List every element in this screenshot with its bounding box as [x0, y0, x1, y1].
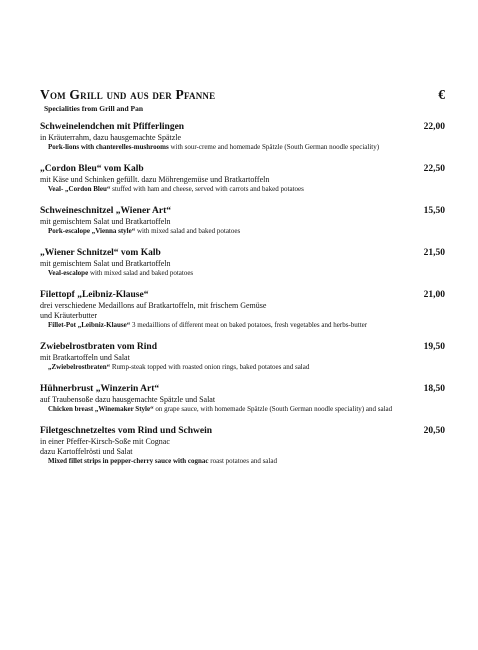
dish-price: 21,50 — [423, 248, 445, 258]
english-dish-name: Pork-escalope „Vienna style“ — [48, 227, 136, 235]
menu-item — [40, 425, 445, 466]
english-description — [40, 269, 445, 278]
dish-price: 20,50 — [423, 426, 445, 436]
english-dish-name: Fillet-Pot „Leibniz-Klause“ — [48, 321, 131, 329]
dish-name: Schweineschnitzel „Wiener Art“ — [40, 206, 172, 216]
section-header — [40, 87, 445, 113]
german-description: auf Traubensoße dazu hausgemachte Spätzle und Salat — [40, 395, 216, 404]
german-description: drei verschiedene Medaillons auf Bratkartoffeln, mit frischem Gemüse — [40, 301, 267, 310]
menu-item — [40, 247, 445, 278]
german-description: mit Käse und Schinken gefüllt. dazu Möhrengemüse und Bratkartoffeln — [40, 175, 270, 184]
english-dish-name: Mixed fillet strips in pepper-cherry sauce with cognac — [48, 457, 209, 465]
dish-name: Zwiebelrostbraten vom Rind — [40, 342, 157, 352]
dish-name: Filettopf „Leibniz-Klause“ — [40, 290, 149, 300]
german-description: mit gemischtem Salat und Bratkartoffeln — [40, 259, 171, 268]
english-dish-name: Veal-escalope — [48, 269, 89, 277]
dish-price: 22,50 — [423, 164, 445, 174]
dish-name: Filetgeschnetzeltes vom Rind und Schwein — [40, 426, 213, 436]
english-dish-details: stuffed with ham and cheese, served with carrots and baked potatoes — [112, 185, 304, 193]
german-description: dazu Kartoffelrösti und Salat — [40, 447, 133, 456]
dish-price: 15,50 — [423, 206, 445, 216]
english-description — [40, 405, 445, 414]
dish-price: 19,50 — [423, 342, 445, 352]
menu-item — [40, 383, 445, 414]
menu-item — [40, 121, 445, 152]
dish-name: Hühnerbrust „Winzerin Art“ — [40, 384, 160, 394]
dish-price: 21,00 — [423, 290, 445, 300]
english-description — [40, 227, 445, 236]
english-dish-details: on grape sauce, with homemade Spätzle (South German noodle speciality) and salad — [155, 405, 393, 413]
english-dish-details: Rump-steak topped with roasted onion rings, baked potatoes and salad — [111, 363, 310, 371]
english-dish-details: 3 medaillions of different meat on baked potatoes, fresh vegetables and herbs-butter — [132, 321, 368, 329]
english-dish-details: with mixed salad and baked potatoes — [89, 269, 194, 277]
dish-name: Schweinelendchen mit Pfifferlingen — [40, 122, 185, 132]
menu-item — [40, 163, 445, 194]
english-dish-name: „Zwiebelrostbraten“ — [48, 363, 111, 371]
menu-item — [40, 289, 445, 330]
english-description — [40, 321, 445, 330]
german-description: und Kräuterbutter — [40, 311, 98, 320]
dish-price: 18,50 — [423, 384, 445, 394]
english-dish-name: Pork-lions with chanterelles-mushrooms — [48, 143, 169, 151]
menu-item — [40, 205, 445, 236]
section-title: Vom Grill und aus der Pfanne — [40, 87, 216, 102]
german-description: mit Bratkartoffeln und Salat — [40, 353, 130, 362]
menu-item — [40, 341, 445, 372]
english-description — [40, 457, 445, 466]
dish-name: „Cordon Bleu“ vom Kalb — [40, 164, 144, 174]
currency-symbol: € — [438, 87, 445, 102]
english-description — [40, 363, 445, 372]
german-description: mit gemischtem Salat und Bratkartoffeln — [40, 217, 171, 226]
english-dish-details: roast potatoes and salad — [210, 457, 277, 465]
section-subtitle: Specialities from Grill and Pan — [44, 104, 144, 113]
menu-items — [40, 121, 445, 477]
english-description — [40, 143, 445, 152]
dish-name: „Wiener Schnitzel“ vom Kalb — [40, 248, 161, 258]
german-description: in Kräuterrahm, dazu hausgemachte Spätzle — [40, 133, 182, 142]
english-dish-name: Veal- „Cordon Bleu“ — [48, 185, 111, 193]
dish-price: 22,00 — [423, 122, 445, 132]
german-description: in einer Pfeffer-Kirsch-Soße mit Cognac — [40, 437, 170, 446]
english-dish-details: with sour-creme and homemade Spätzle (South German noodle speciality) — [170, 143, 380, 151]
english-dish-details: with mixed salad and baked potatoes — [136, 227, 241, 235]
english-description — [40, 185, 445, 194]
english-dish-name: Chicken breast „Winemaker Style“ — [48, 405, 154, 413]
